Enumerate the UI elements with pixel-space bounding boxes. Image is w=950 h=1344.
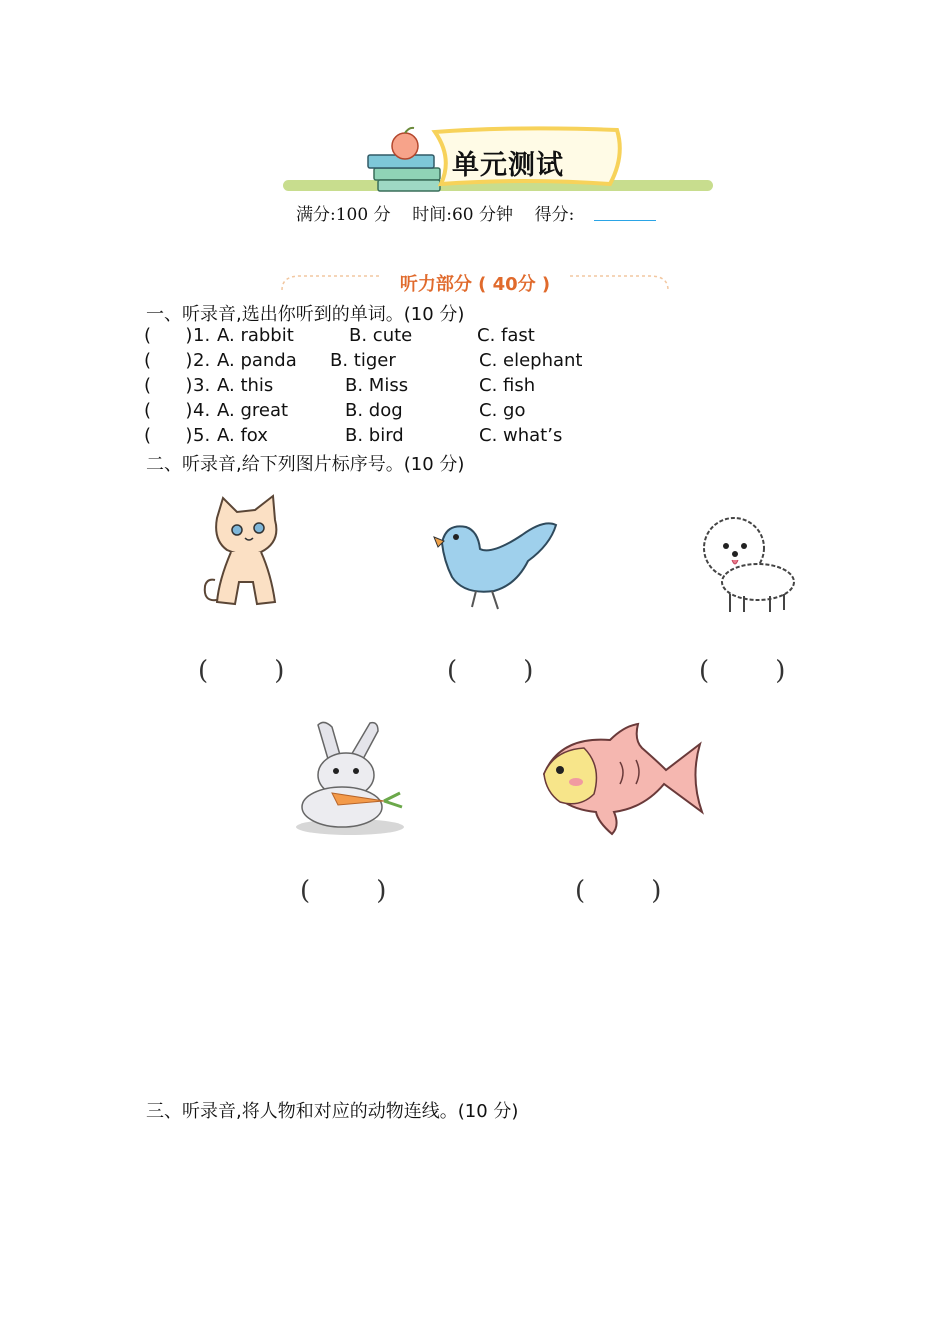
dog-picture bbox=[692, 510, 802, 616]
option-a: A. rabbit bbox=[217, 325, 294, 346]
answer-blank[interactable]: ( ) bbox=[144, 375, 193, 396]
option-a: A. panda bbox=[217, 350, 297, 371]
part2-heading: 二、听录音,给下列图片标序号。(10 分) bbox=[146, 454, 465, 475]
exam-time: 时间:60 分钟 bbox=[412, 205, 513, 225]
fish-picture bbox=[540, 722, 705, 837]
exam-info bbox=[296, 200, 574, 225]
answer-blank[interactable]: ( ) bbox=[144, 350, 193, 371]
option-a: A. fox bbox=[217, 425, 268, 446]
answer-blank[interactable]: ( ) bbox=[144, 425, 193, 446]
answer-blank[interactable]: ( ) bbox=[144, 400, 193, 421]
bird-picture bbox=[432, 515, 560, 615]
cat-picture bbox=[195, 490, 295, 615]
option-b: B. bird bbox=[345, 425, 404, 446]
picture-answer-blank[interactable]: ( ) bbox=[699, 656, 786, 686]
option-a: A. great bbox=[217, 400, 289, 421]
option-c: C. elephant bbox=[479, 350, 583, 371]
score-blank[interactable] bbox=[594, 220, 656, 221]
part3-heading: 三、听录音,将人物和对应的动物连线。(10 分) bbox=[146, 1101, 519, 1122]
part1-heading: 一、听录音,选出你听到的单词。(10 分) bbox=[146, 304, 465, 325]
listening-section-title: 听力部分 ( 40分 ) bbox=[399, 274, 551, 295]
question-number: 2. bbox=[193, 350, 211, 371]
option-c: C. what’s bbox=[479, 425, 563, 446]
question-number: 3. bbox=[193, 375, 211, 396]
option-b: B. Miss bbox=[345, 375, 409, 396]
page-title: 单元测试 bbox=[452, 150, 564, 181]
option-b: B. tiger bbox=[330, 350, 396, 371]
option-b: B. dog bbox=[345, 400, 403, 421]
question-number: 1. bbox=[193, 325, 211, 346]
picture-answer-blank[interactable]: ( ) bbox=[575, 876, 662, 906]
score-label: 得分: bbox=[534, 205, 575, 225]
question-number: 4. bbox=[193, 400, 211, 421]
picture-answer-blank[interactable]: ( ) bbox=[300, 876, 387, 906]
option-a: A. this bbox=[217, 375, 274, 396]
rabbit-picture bbox=[288, 715, 410, 837]
option-b: B. cute bbox=[349, 325, 413, 346]
full-score: 满分:100 分 bbox=[296, 205, 391, 225]
picture-answer-blank[interactable]: ( ) bbox=[198, 656, 285, 686]
answer-blank[interactable]: ( ) bbox=[144, 325, 193, 346]
option-c: C. fish bbox=[479, 375, 536, 396]
option-c: C. fast bbox=[477, 325, 535, 346]
question-number: 5. bbox=[193, 425, 211, 446]
option-c: C. go bbox=[479, 400, 526, 421]
picture-answer-blank[interactable]: ( ) bbox=[447, 656, 534, 686]
